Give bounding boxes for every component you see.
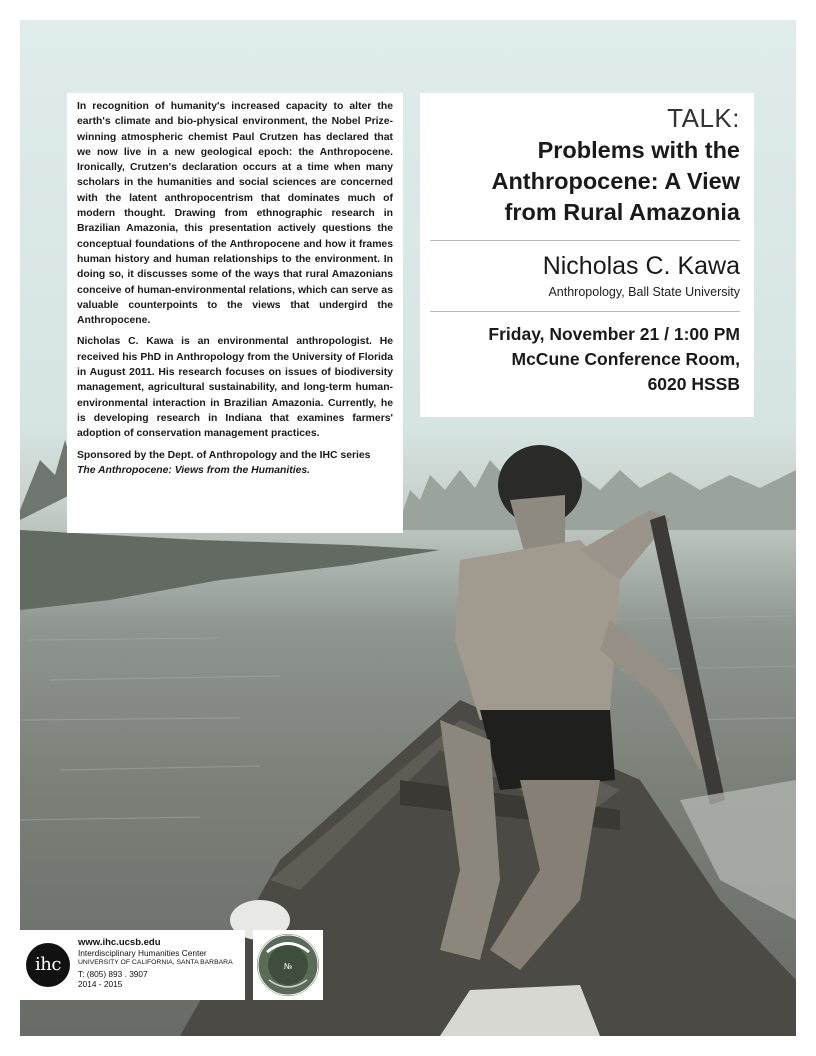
event-location-line-2: 6020 HSSB xyxy=(647,374,740,394)
talk-title-line-3: from Rural Amazonia xyxy=(504,199,740,225)
anthropocene-seal-logo xyxy=(253,930,323,1000)
sponsor-text: Sponsored by the Dept. of Anthropology and the IHC series xyxy=(77,449,371,461)
talk-panel xyxy=(420,93,754,417)
speaker-name: Nicholas C. Kawa xyxy=(542,252,740,280)
ihc-phone: T: (805) 893 . 3907 xyxy=(78,968,148,979)
event-location-line-1: McCune Conference Room, xyxy=(511,349,740,369)
ihc-years: 2014 - 2015 xyxy=(78,978,123,989)
ihc-university: UNIVERSITY OF CALIFORNIA, SANTA BARBARA xyxy=(78,959,233,967)
man-torso xyxy=(455,540,620,720)
ihc-url-link[interactable]: www.ihc.ucsb.edu xyxy=(78,937,161,948)
paddle xyxy=(650,515,725,805)
ihc-contact xyxy=(78,938,243,989)
man-shorts xyxy=(480,710,615,790)
anthropocene-series-logo-block xyxy=(253,930,323,1000)
speaker-bio: Nicholas C. Kawa is an environmental anthropologist. He received his PhD in Anthropology from the University of Florida in August 2011. His research focuses on issues of biodiversity management, agricultural sustainability, and long-term human-environmental interaction in Brazilian Amazonia. Currently, he is developing research in Indiana that examines farmers' adoption of conservation management practices. xyxy=(77,336,393,440)
svg-text:№: № xyxy=(283,962,293,971)
description-panel xyxy=(67,93,403,533)
ihc-logo: ihc xyxy=(26,943,70,987)
far-treeline xyxy=(400,460,796,530)
speaker-affiliation: Anthropology, Ball State University xyxy=(548,285,740,299)
ihc-sponsor-block xyxy=(20,930,245,1000)
event-info xyxy=(430,322,740,397)
series-title: The Anthropocene: Views from the Humanities. xyxy=(77,464,311,476)
talk-title-line-2: Anthropocene: A View xyxy=(491,168,740,194)
talk-title xyxy=(430,135,740,228)
talk-label: TALK: xyxy=(667,103,740,133)
abstract-paragraph: In recognition of humanity's increased capacity to alter the earth's climate and bio-physical environment, the Nobel Prize-winning atmospheric chemist Paul Crutzen has declared that we now live in a new geological epoch: the Anthropocene. Ironically, Crutzen's declaration occurs at a time when many scholars in the humanities and social sciences are concerned with the latent anthropocentrism that dominates much of modern thought. Drawing from ethnographic research in Brazilian Amazonia, this presentation actively questions the conceptual foundations of the Anthropocene and how it frames human history and human relationships to the environment. In doing so, it discusses some of the ways that rural Amazonians conceive of human-environmental relations, which can serve as valuable counterpoints to the views that undergird the Anthropocene. xyxy=(77,101,393,327)
divider-top xyxy=(430,240,740,241)
left-grass-bank xyxy=(20,530,440,610)
talk-title-line-1: Problems with the xyxy=(537,137,740,163)
event-date-time: Friday, November 21 / 1:00 PM xyxy=(488,324,740,344)
ihc-name: Interdisciplinary Humanities Center xyxy=(78,948,207,959)
sponsor-note xyxy=(77,448,393,479)
divider-bottom xyxy=(430,311,740,312)
